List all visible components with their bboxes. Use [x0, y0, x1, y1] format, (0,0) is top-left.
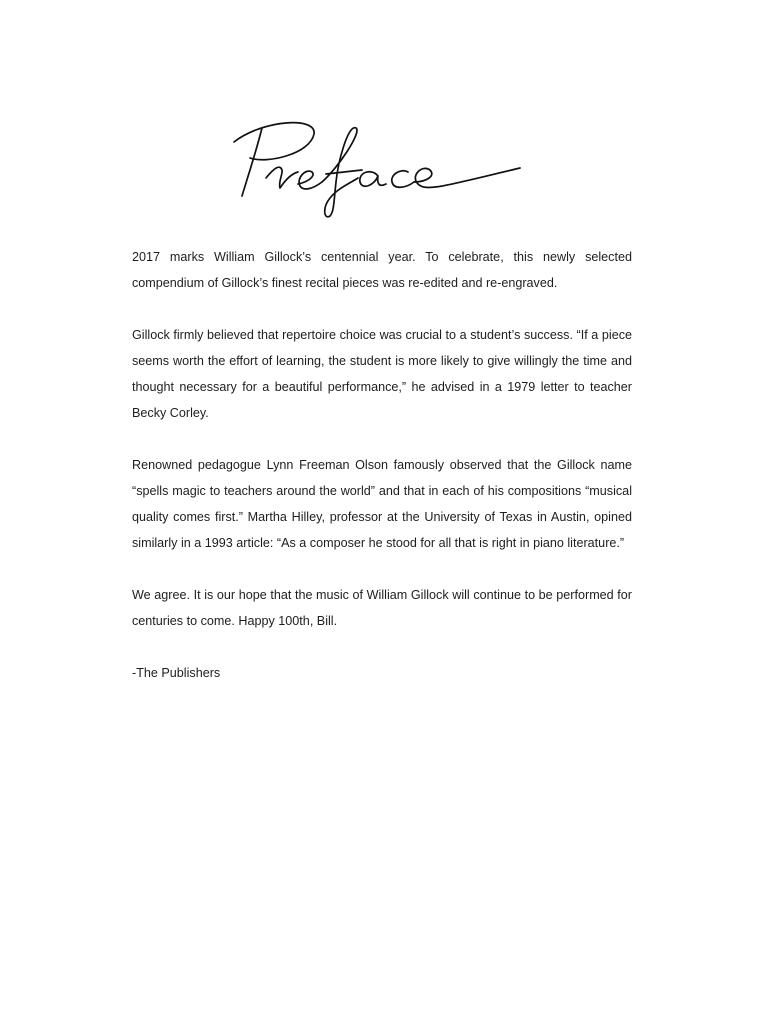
paragraph-closing: We agree. It is our hope that the music of William Gillock will continue to be performed for centuries to come. Happy 100th, Bill.	[132, 588, 632, 628]
page-title	[222, 112, 532, 222]
paragraph-repertoire: Gillock firmly believed that repertoire choice was crucial to a student’s success. “If a piece seems worth the effort of learning, the student is more likely to give willingly the time and thought necessary for a beautiful performance,” he advised in a 1979 letter to teacher Becky Corley.	[132, 328, 632, 420]
script-title-artwork	[222, 112, 532, 222]
paragraph-centennial: 2017 marks William Gillock’s centennial year. To celebrate, this newly selected compendium of Gillock’s finest recital pieces was re-edited and re-engraved.	[132, 250, 632, 290]
signature: -The Publishers	[132, 666, 221, 680]
preface-body	[132, 244, 632, 712]
paragraph-pedagogue: Renowned pedagogue Lynn Freeman Olson famously observed that the Gillock name “spells magic to teachers around the world” and that in each of his compositions “musical quality comes first.” Martha Hilley, professor at the University of Texas in Austin, opined similarly in a 1993 article: “As a composer he stood for all that is right in piano literature.”	[132, 458, 632, 550]
